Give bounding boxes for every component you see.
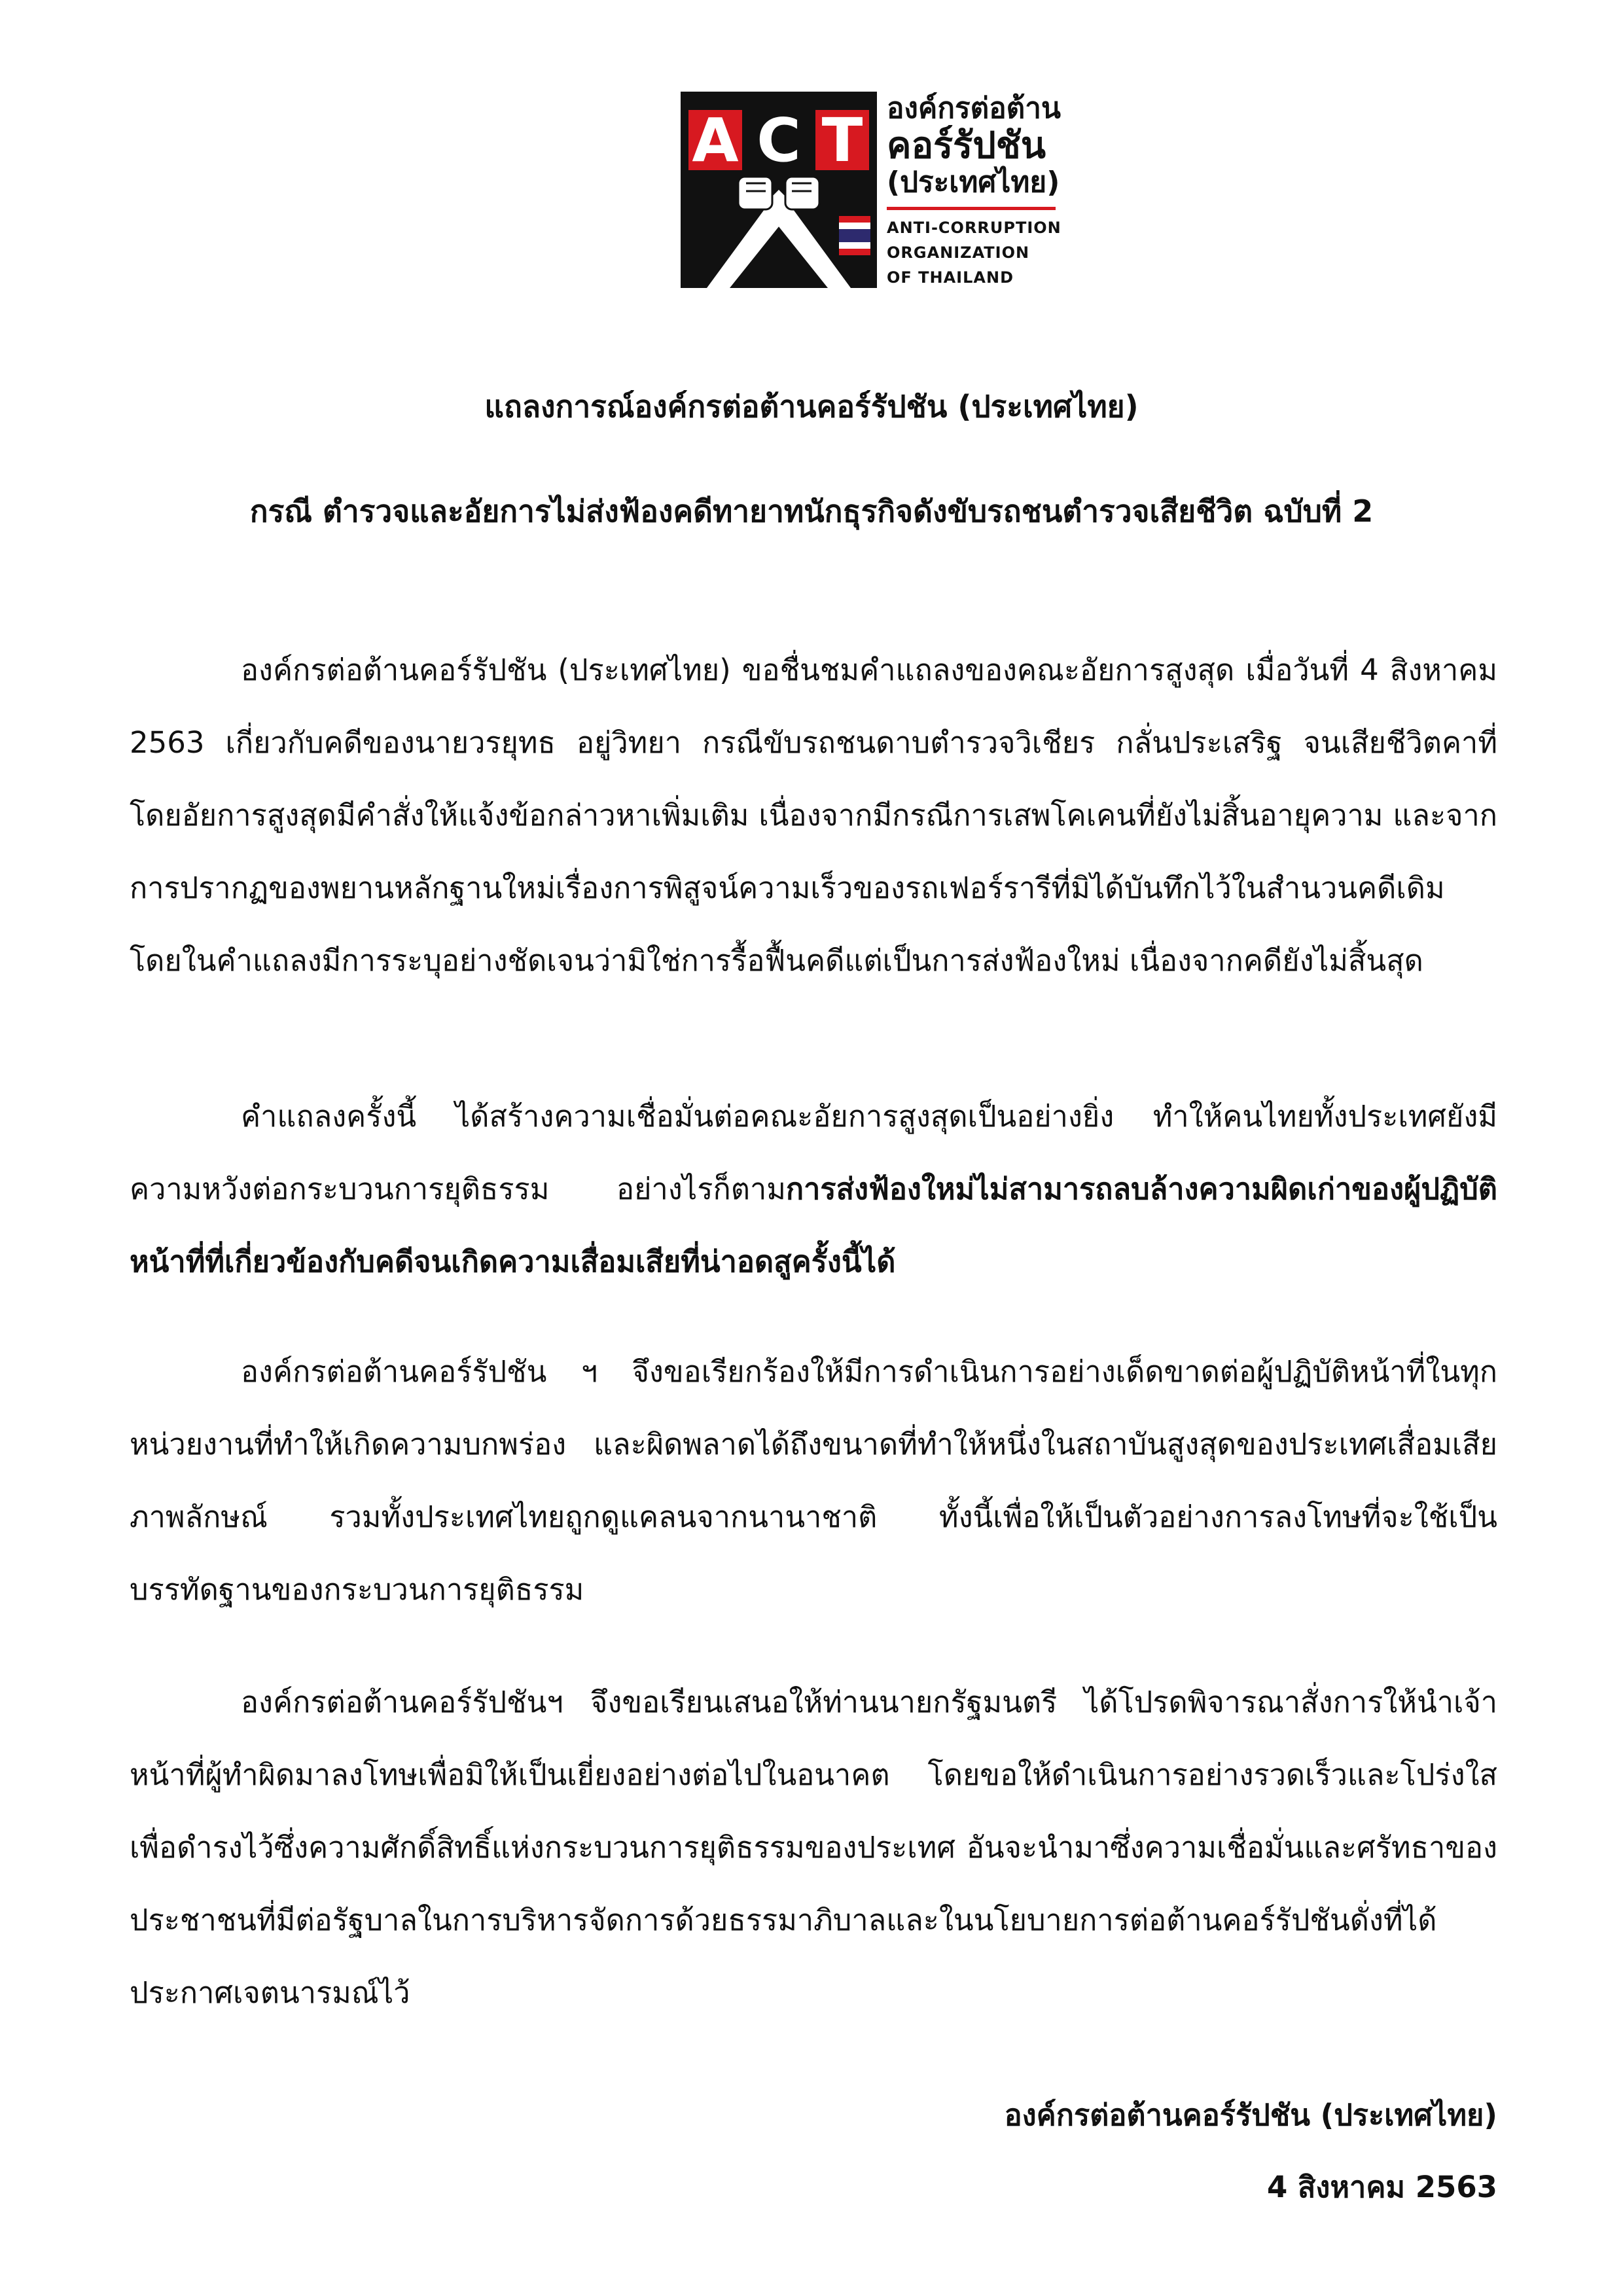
- logo-name-en-line3: OF THAILAND: [887, 268, 1014, 287]
- logo-letter-t: T: [821, 105, 863, 175]
- logo-name-th-line1: องค์กรต่อต้าน: [887, 92, 1061, 125]
- act-logo-wordmark: [887, 92, 1063, 288]
- act-logo-mark: [681, 92, 877, 288]
- signature-date: 4 สิงหาคม 2563: [1266, 2170, 1497, 2204]
- logo-letter-c: C: [757, 105, 801, 175]
- paragraph-1: องค์กรต่อต้านคอร์รัปชัน (ประเทศไทย) ขอชื่นชมคำแถลงของคณะอัยการสูงสุด เมื่อวันที่ 4 สิงหาคม 2563 เกี่ยวกับคดีของนายวรยุทธ อยู่วิทยา กรณีขับรถชนดาบตำรวจวิเชียร กลั่นประเสริฐ จนเสียชีวิตคาที่ โดยอัยการสูงสุดมีคำสั่งให้แจ้งข้อกล่าวหาเพิ่มเติม เนื่องจากมีกรณีการเสพโคเคนที่ยังไม่สิ้นอายุความ และจากการปรากฏของพยานหลักฐานใหม่เรื่องการพิสูจน์ความเร็วของรถเฟอร์รารีที่มิได้บันทึกไว้ในสำนวนคดีเดิม โดยในคำแถลงมีการระบุอย่างชัดเจนว่ามิใช่การรื้อฟื้นคดีแต่เป็นการส่งฟ้องใหม่ เนื่องจากคดียังไม่สิ้นสุด: [130, 653, 1497, 978]
- paragraph-3: องค์กรต่อต้านคอร์รัปชัน ฯ จึงขอเรียกร้องให้มีการดำเนินการอย่างเด็ดขาดต่อผู้ปฏิบัติหน้าที่ในทุกหน่วยงานที่ทำให้เกิดความบกพร่อง และผิดพลาดได้ถึงขนาดที่ทำให้หนึ่งในสถาบันสูงสุดของประเทศเสื่อมเสียภาพลักษณ์ รวมทั้งประเทศไทยถูกดูแคลนจากนานาชาติ ทั้งนี้เพื่อให้เป็นตัวอย่างการลงโทษที่จะใช้เป็นบรรทัดฐานของกระบวนการยุติธรรม: [130, 1354, 1497, 1607]
- crossed-fists-icon: [681, 92, 877, 288]
- logo-red-rule: [887, 207, 1056, 210]
- act-logo: [681, 92, 1060, 288]
- document-title: แถลงการณ์องค์กรต่อต้านคอร์รัปชัน (ประเทศไทย): [484, 389, 1139, 424]
- logo-name-th-line2: คอร์รัปชัน: [887, 124, 1046, 167]
- logo-letter-a: A: [692, 105, 739, 175]
- logo-name-en-line1: ANTI-CORRUPTION: [887, 219, 1061, 237]
- signature-organization: องค์กรต่อต้านคอร์รัปชัน (ประเทศไทย): [1004, 2098, 1497, 2132]
- logo-name-th-line3: (ประเทศไทย): [887, 166, 1060, 199]
- logo-name-en-line2: ORGANIZATION: [887, 243, 1030, 262]
- document-subtitle: กรณี ตำรวจและอัยการไม่ส่งฟ้องคดีทายาทนักธุรกิจดังขับรถชนตำรวจเสียชีวิต ฉบับที่ 2: [249, 493, 1374, 529]
- paragraph-2: [130, 1080, 1497, 1298]
- paragraph-4: องค์กรต่อต้านคอร์รัปชันฯ จึงขอเรียนเสนอให้ท่านนายกรัฐมนตรี ได้โปรดพิจารณาสั่งการให้นำเจ้าหน้าที่ผู้ทำผิดมาลงโทษเพื่อมิให้เป็นเยี่ยงอย่างต่อไปในอนาคต โดยขอให้ดำเนินการอย่างรวดเร็วและโปร่งใสเพื่อดำรงไว้ซึ่งความศักดิ์สิทธิ์แห่งกระบวนการยุติธรรมของประเทศ อันจะนำมาซึ่งความเชื่อมั่นและศรัทธาของประชาชนที่มีต่อรัฐบาลในการบริหารจัดการด้วยธรรมาภิบาลและในนโยบายการต่อต้านคอร์รัปชันดั่งที่ได้ประกาศเจตนารมณ์ไว้: [130, 1685, 1497, 2010]
- paragraph-2-intro: คำแถลงครั้งนี้ ได้สร้างความเชื่อมั่นต่อคณะอัยการสูงสุดเป็นอย่างยิ่ง ทำให้คนไทยทั้งประเทศยังมีความหวังต่อกระบวนการยุติธรรม อย่างไรก็ตาม: [130, 1099, 1497, 1206]
- paragraph-2-bold: การส่งฟ้องใหม่ไม่สามารถลบล้างความผิดเก่าของผู้ปฏิบัติหน้าที่ที่เกี่ยวข้องกับคดีจนเกิดความเสื่อมเสียที่น่าอดสูครั้งนี้ได้: [130, 1172, 1497, 1279]
